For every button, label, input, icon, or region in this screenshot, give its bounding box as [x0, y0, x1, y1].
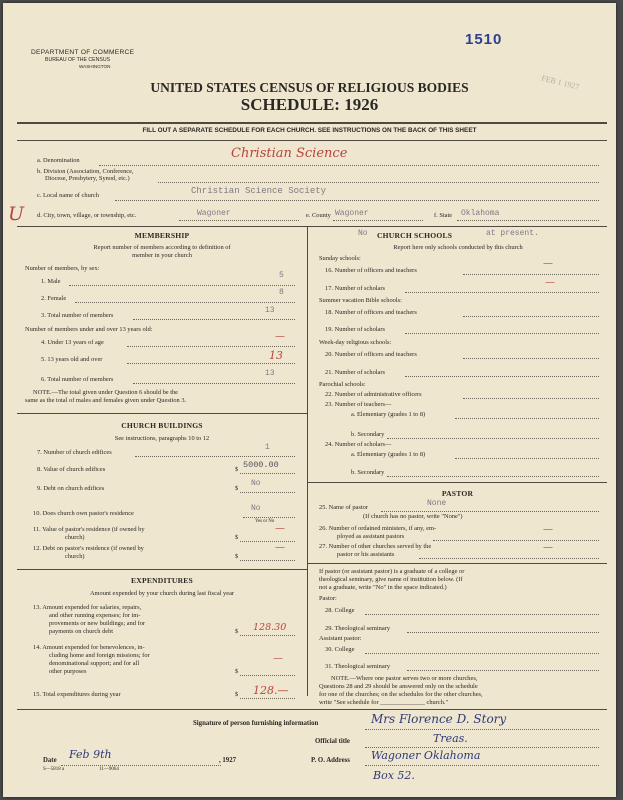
q1-line — [69, 285, 295, 286]
pastor-note: NOTE.—Where one pastor serves two or more churches, — [331, 675, 478, 682]
q24b-line — [387, 476, 599, 477]
q9-value: No — [251, 479, 261, 488]
denomination-label: a. Denomination — [37, 157, 80, 164]
membership-intro-2: member in your church — [132, 252, 192, 259]
q14-label: 14. Amount expended for benevolences, in- — [33, 644, 145, 651]
q15-line — [240, 698, 295, 699]
local-name-label: c. Local name of church — [37, 192, 99, 199]
q23b-label: b. Secondary — [351, 431, 385, 438]
date-line — [61, 765, 221, 766]
bureau-label: BUREAU OF THE CENSUS — [45, 57, 111, 63]
q13-line — [240, 635, 295, 636]
q23a-label: a. Elementary (grades 1 to 8) — [351, 411, 426, 418]
q27-label: 27. Number of other churches served by the — [319, 543, 432, 550]
column-divider — [307, 226, 308, 696]
rule-top-2 — [17, 140, 607, 141]
q7-value: 1 — [265, 443, 270, 452]
q2-line — [75, 302, 295, 303]
q31-label: 31. Theological seminary — [325, 663, 391, 670]
q25-note: (If church has no pastor, write "None") — [363, 513, 463, 520]
denomination-value: Christian Science — [231, 146, 348, 161]
q21-line — [405, 376, 599, 377]
graduate-instruction-3: not a graduate, write "No" in the space indicated.) — [319, 584, 447, 591]
schools-typed-present: at present. — [486, 229, 539, 238]
q13-label-3: provements or new buildings; and for — [49, 620, 146, 627]
q24-label: 24. Number of scholars— — [325, 441, 392, 448]
q3-value: 13 — [265, 306, 275, 315]
q13-label: 13. Amount expended for salaries, repairs, — [33, 604, 142, 611]
q23a-line — [455, 418, 599, 419]
q9-dollar: $ — [235, 485, 239, 492]
q14-label-3: denominational support; and for all — [49, 660, 140, 667]
po-address-value: Wagoner Oklahoma — [371, 749, 481, 762]
q13-label-4: payments on church debt — [49, 628, 114, 635]
q19-label: 19. Number of scholars — [325, 326, 385, 333]
q9-line — [240, 492, 295, 493]
membership-note-2: same as the total of males and females given under Question 3. — [25, 397, 187, 404]
q26-label: 26. Number of ordained ministers, if any, em- — [319, 525, 437, 532]
membership-heading: MEMBERSHIP — [134, 231, 190, 240]
q11-value: — — [275, 523, 285, 534]
date-label: Date — [43, 757, 57, 764]
pastor-sublabel: Pastor: — [319, 595, 337, 602]
form-title: UNITED STATES CENSUS OF RELIGIOUS BODIES — [150, 80, 469, 95]
q20-label: 20. Number of officers and teachers — [325, 351, 417, 358]
signature-label: Signature of person furnishing information — [193, 720, 319, 727]
denomination-line — [99, 165, 599, 166]
q7-line — [135, 456, 295, 457]
graduate-instruction-2: theological seminary, give name of institution below. (If — [319, 576, 463, 583]
membership-intro: Report number of members according to definition of — [93, 244, 231, 251]
weekday-label: Week-day religious schools: — [319, 339, 392, 346]
county-label: e. County — [306, 212, 331, 219]
q22-line — [463, 398, 599, 399]
expenditures-intro: Amount expended by your church during last fiscal year — [89, 590, 235, 597]
q23-label: 23. Number of teachers— — [325, 401, 392, 408]
division-line — [158, 182, 599, 183]
q25-value: None — [427, 499, 447, 508]
q12-line — [240, 560, 295, 561]
q13-value: 128.30 — [253, 622, 287, 633]
signature-line — [365, 729, 599, 730]
date-year: , 1927 — [219, 757, 236, 764]
q27-line — [419, 558, 599, 559]
q6-line — [133, 383, 295, 384]
q17-label: 17. Number of scholars — [325, 285, 385, 292]
rule-right-2 — [308, 563, 607, 564]
q10-hint: Yes or No — [255, 519, 275, 524]
rule-left-2 — [17, 569, 307, 570]
city-value: Wagoner — [197, 209, 231, 218]
po-address-label: P. O. Address — [311, 757, 350, 764]
q16-label: 16. Number of officers and teachers — [325, 267, 417, 274]
q31-line — [407, 670, 599, 671]
q3-line — [133, 319, 295, 320]
q11-line — [240, 541, 295, 542]
q21-label: 21. Number of scholars — [325, 369, 385, 376]
q13-dollar: $ — [235, 628, 239, 635]
membership-note: NOTE.—The total given under Question 6 should be the — [33, 389, 179, 396]
q8-dollar: $ — [235, 466, 239, 473]
q27-label-2: pastor or his assistants — [337, 551, 395, 558]
schedule-number: 1510 — [465, 31, 503, 48]
age-intro-label: Number of members under and over 13 years old: — [25, 326, 153, 333]
pastor-note-4: write "See schedule for ______________ church." — [319, 699, 449, 706]
signature-value: Mrs Florence D. Story — [371, 712, 507, 726]
q3-label: 3. Total number of members — [41, 312, 114, 319]
form-number: S—5818 a — [43, 767, 65, 772]
q5-label: 5. 13 years old and over — [41, 356, 103, 363]
local-name-value: Christian Science Society — [191, 186, 327, 196]
q10-label: 10. Does church own pastor's residence — [33, 510, 134, 517]
graduate-instruction: If pastor (or assistant pastor) is a graduate of a college or — [319, 568, 465, 575]
county-line — [333, 220, 423, 221]
date-value: Feb 9th — [69, 748, 112, 761]
q24b-label: b. Secondary — [351, 469, 385, 476]
q6-label: 6. Total number of members — [41, 376, 114, 383]
state-line — [457, 220, 599, 221]
print-number: 11—9064 — [99, 767, 119, 772]
q20-line — [463, 358, 599, 359]
q8-line — [240, 473, 295, 474]
q23b-line — [387, 438, 599, 439]
assistant-pastor-sublabel: Assistant pastor: — [319, 635, 362, 642]
q25-label: 25. Name of pastor — [319, 504, 368, 511]
q8-label: 8. Value of church edifices — [37, 466, 106, 473]
received-stamp: FEB 1 1927 — [540, 73, 581, 92]
buildings-intro: See instructions, paragraphs 10 to 12 — [114, 435, 210, 442]
summer-label: Summer vacation Bible schools: — [319, 297, 402, 304]
q12-dollar: $ — [235, 553, 239, 560]
q25-line — [381, 511, 599, 512]
q9-label: 9. Debt on church edifices — [37, 485, 105, 492]
state-value: Oklahoma — [461, 209, 500, 218]
q4-value: — — [275, 331, 285, 342]
q1-value: 5 — [279, 271, 284, 280]
q19-line — [405, 333, 599, 334]
expenditures-heading: EXPENDITURES — [131, 576, 193, 585]
q5-line — [127, 363, 295, 364]
rule-bottom — [17, 709, 607, 710]
division-label-2: Diocese, Presbytery, Synod, etc.) — [45, 175, 130, 182]
q24a-line — [455, 458, 599, 459]
q15-dollar: $ — [235, 691, 239, 698]
q8-value: 5000.00 — [243, 460, 279, 470]
official-title-label: Official title — [315, 738, 350, 745]
q10-line — [243, 517, 295, 518]
q29-line — [407, 632, 599, 633]
parochial-label: Parochial schools: — [319, 381, 366, 388]
q29-label: 29. Theological seminary — [325, 625, 391, 632]
local-name-line — [115, 200, 599, 201]
city-line — [179, 220, 299, 221]
q14-line — [240, 675, 295, 676]
pastor-heading: PASTOR — [441, 489, 474, 498]
q4-label: 4. Under 13 years of age — [41, 339, 104, 346]
department-label: DEPARTMENT OF COMMERCE — [31, 49, 135, 56]
q18-label: 18. Number of officers and teachers — [325, 309, 417, 316]
q18-line — [463, 316, 599, 317]
rule-right-1 — [308, 482, 607, 483]
division-label: b. Division (Association, Conference, — [37, 168, 134, 175]
q1-label: 1. Male — [41, 278, 61, 285]
q2-value: 8 — [279, 288, 284, 297]
census-schedule-sheet — [3, 3, 616, 797]
q17-value: — — [545, 277, 555, 288]
official-title-line — [365, 747, 599, 748]
q27-value: — — [543, 542, 553, 553]
q4-line — [127, 346, 295, 347]
q28-label: 28. College — [325, 607, 355, 614]
q10-value: No — [251, 504, 261, 513]
q12-value: — — [275, 542, 285, 553]
county-value: Wagoner — [335, 209, 369, 218]
q7-label: 7. Number of church edifices — [37, 449, 112, 456]
po-address-line — [365, 765, 599, 766]
q5-value: 13 — [269, 349, 283, 362]
q11-label: 11. Value of pastor's residence (if owned by — [33, 526, 145, 533]
q28-line — [365, 614, 599, 615]
q13-label-2: and other running expenses; for im- — [49, 612, 141, 619]
q26-label-2: ployed as assistant pastors — [337, 533, 405, 540]
city-town-label: d. City, town, village, or township, etc. — [37, 212, 137, 219]
q12-label: 12. Debt on pastor's residence (if owned by — [33, 545, 144, 552]
q2-label: 2. Female — [41, 295, 67, 302]
q15-label: 15. Total expenditures during year — [33, 691, 121, 698]
rule-top — [17, 122, 607, 124]
q17-line — [405, 292, 599, 293]
q24a-label: a. Elementary (grades 1 to 8) — [351, 451, 426, 458]
q11-dollar: $ — [235, 534, 239, 541]
q6-value: 13 — [265, 369, 275, 378]
rule-mid — [17, 226, 607, 227]
q30-label: 30. College — [325, 646, 355, 653]
po-address-value-2: Box 52. — [373, 769, 415, 782]
q12-label-2: church) — [65, 553, 85, 560]
official-title-value: Treas. — [433, 732, 468, 745]
schools-intro: Report here only schools conducted by this church — [393, 244, 523, 251]
q30-line — [365, 653, 599, 654]
separate-schedule-instruction: FILL OUT A SEPARATE SCHEDULE FOR EACH CHURCH. SEE INSTRUCTIONS ON THE BACK OF THIS SHEET — [142, 127, 477, 134]
q11-label-2: church) — [65, 534, 85, 541]
q15-value: 128.— — [253, 684, 289, 697]
rule-left-1 — [17, 413, 307, 414]
q14-label-4: other purposes — [49, 668, 87, 675]
buildings-heading: CHURCH BUILDINGS — [121, 421, 203, 430]
margin-mark: U — [8, 203, 25, 225]
state-label: f. State — [434, 212, 453, 219]
sunday-label: Sunday schools: — [319, 255, 361, 262]
city-label: WASHINGTON — [79, 64, 111, 69]
q14-value: — — [273, 653, 283, 664]
pastor-note-3: for one of the churches; on the schedules for the other churches, — [319, 691, 483, 698]
q22-label: 22. Number of administrative officers — [325, 391, 422, 398]
form-subtitle: SCHEDULE: 1926 — [240, 95, 379, 114]
q16-line — [463, 274, 599, 275]
q16-value: — — [543, 258, 553, 269]
by-sex-label: Number of members, by sex: — [25, 265, 100, 272]
pastor-note-2: Questions 28 and 29 should be answered only on the schedule — [319, 683, 478, 690]
q14-label-2: cluding home and foreign missions; for — [49, 652, 150, 659]
q14-dollar: $ — [235, 668, 239, 675]
q26-line — [433, 540, 599, 541]
schools-typed-no: No — [358, 229, 368, 238]
schools-heading: CHURCH SCHOOLS — [377, 231, 453, 240]
q26-value: — — [543, 524, 553, 535]
